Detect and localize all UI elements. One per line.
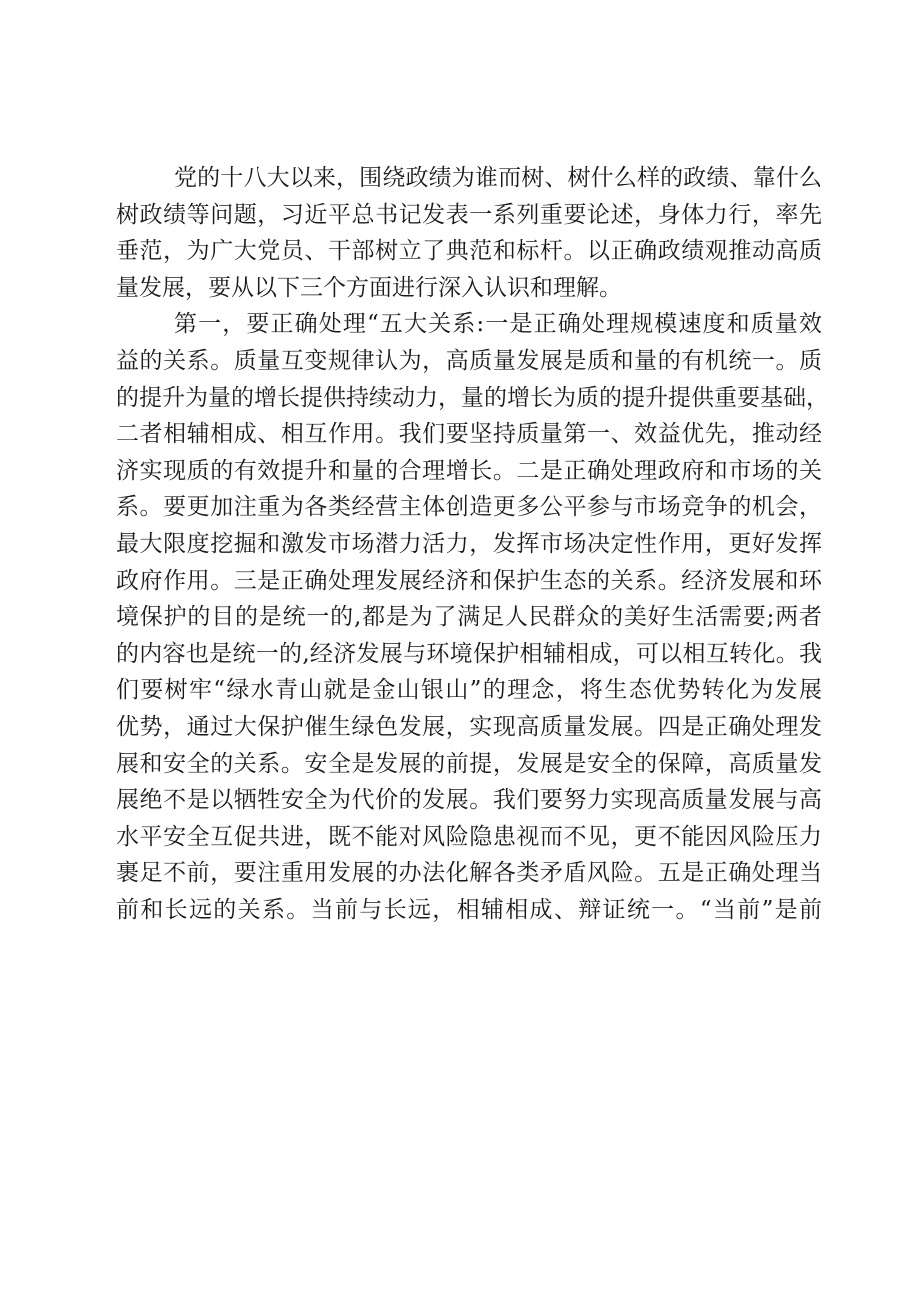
paragraph-1-line-3: 垂范，为广大党员、干部树立了典范和标杆。以正确政绩观推动高质 — [116, 238, 822, 265]
paragraph-2-line-15: 水平安全互促共进，既不能对风险隐患视而不见，更不能因风险压力 — [116, 823, 822, 850]
paragraph-2-line-1: 第一，要正确处理“五大关系:一是正确处理规模速度和质量效 — [174, 311, 822, 338]
paragraph-1-line-1: 党的十八大以来，围绕政绩为谁而树、树什么样的政绩、靠什么 — [174, 165, 822, 191]
document-body — [116, 160, 829, 928]
paragraph-2-line-4: 二者相辅相成、相互作用。我们要坚持质量第一、效益优先，推动经 — [116, 421, 822, 448]
paragraph-2-line-12: 优势，通过大保护催生绿色发展，实现高质量发展。四是正确处理发 — [116, 713, 822, 740]
paragraph-2-line-6: 系。要更加注重为各类经营主体创造更多公平参与市场竞争的机会， — [116, 494, 822, 521]
paragraph-2-line-5: 济实现质的有效提升和量的合理增长。二是正确处理政府和市场的关 — [116, 457, 822, 484]
paragraph-2-line-7: 最大限度挖掘和激发市场潜力活力，发挥市场决定性作用，更好发挥 — [116, 530, 822, 557]
paragraph-1-line-4: 量发展，要从以下三个方面进行深入认识和理解。 — [116, 274, 622, 301]
paragraph-2-line-16: 裹足不前，要注重用发展的办法化解各类矛盾风险。五是正确处理当 — [116, 860, 822, 887]
paragraph-2-line-3: 的提升为量的增长提供持续动力，量的增长为质的提升提供重要基础， — [116, 384, 829, 411]
paragraph-1-line-2: 树政绩等问题，习近平总书记发表一系列重要论述，身体力行，率先 — [116, 201, 822, 228]
paragraph-2-line-13: 展和安全的关系。安全是发展的前提，发展是安全的保障，高质量发 — [116, 750, 822, 777]
paragraph-2-line-17: 前和长远的关系。当前与长远，相辅相成、辩证统一。“当前”是前 — [116, 896, 822, 923]
paragraph-2-line-10: 的内容也是统一的,经济发展与环境保护相辅相成，可以相互转化。我 — [116, 640, 822, 667]
paragraph-2-line-2: 益的关系。质量互变规律认为，高质量发展是质和量的有机统一。质 — [116, 347, 822, 374]
paragraph-2-line-14: 展绝不是以牺牲安全为代价的发展。我们要努力实现高质量发展与高 — [116, 787, 822, 814]
paragraph-2-line-8: 政府作用。三是正确处理发展经济和保护生态的关系。经济发展和环 — [116, 567, 822, 594]
paragraph-2-line-11: 们要树牢“绿水青山就是金山银山”的理念，将生态优势转化为发展 — [116, 677, 822, 704]
paragraph-2-line-9: 境保护的目的是统一的,都是为了满足人民群众的美好生活需要;两者 — [116, 604, 822, 631]
